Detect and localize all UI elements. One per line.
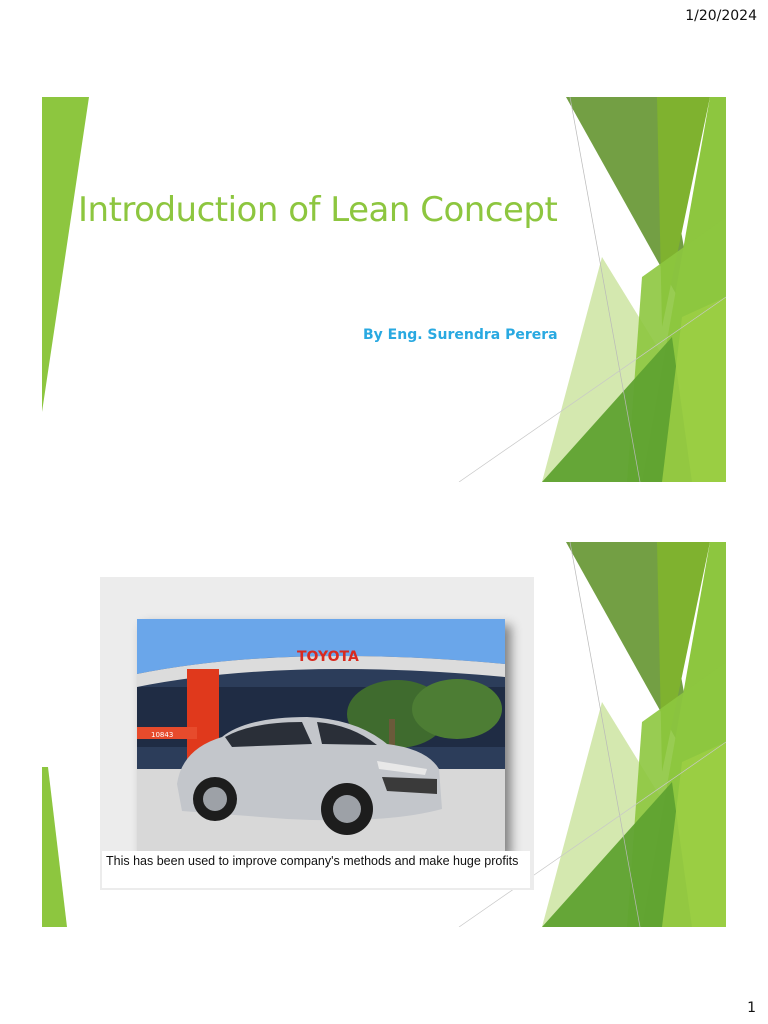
page-number: 1 bbox=[747, 1000, 756, 1016]
slide-subtitle: By Eng. Surendra Perera bbox=[363, 327, 558, 343]
car-dealership-photo-frame bbox=[100, 577, 534, 890]
green-decoration-shapes bbox=[42, 97, 726, 482]
photo-caption: This has been used to improve company's methods and make huge profits bbox=[106, 854, 519, 868]
slide-photo-slide bbox=[42, 542, 726, 927]
car-dealership-photo bbox=[137, 619, 505, 853]
slide-title: Introduction of Lean Concept bbox=[78, 190, 558, 230]
address-number: 10843 bbox=[151, 731, 174, 739]
page-date: 1/20/2024 bbox=[685, 8, 757, 24]
slide-title-slide bbox=[42, 97, 726, 482]
dealership-sign: TOYOTA bbox=[297, 649, 359, 665]
photo-caption-box bbox=[102, 851, 530, 888]
